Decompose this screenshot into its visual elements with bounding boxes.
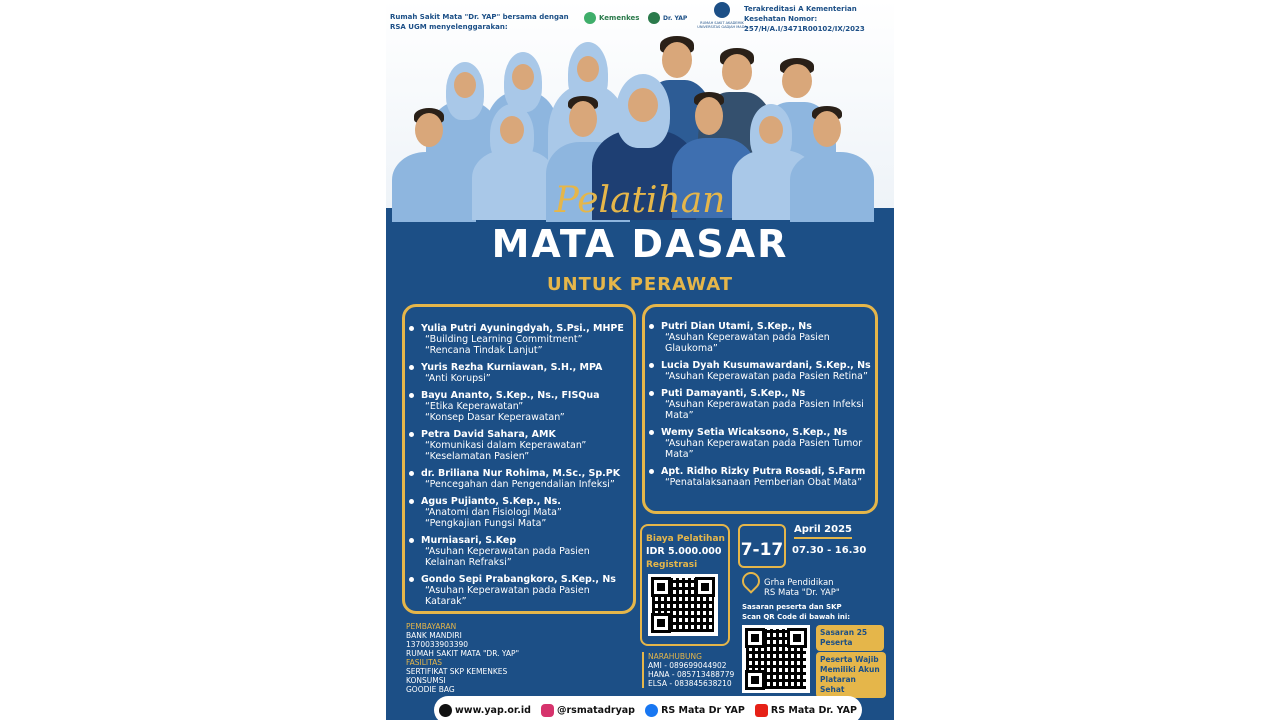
- contact-item: ELSA - 083845638210: [648, 679, 732, 688]
- speaker-topic: “Keselamatan Pasien”: [425, 451, 530, 462]
- payment-section: [406, 622, 626, 658]
- kemenkes-logo: [584, 12, 639, 24]
- speaker-topic: “Penatalaksanaan Pemberian Obat Mata”: [665, 477, 863, 488]
- website-link[interactable]: www.yap.or.id: [439, 704, 531, 717]
- date-month: April 2025: [794, 524, 852, 539]
- fee-value: IDR 5.000.000: [646, 546, 722, 557]
- skp-qr-code[interactable]: [742, 625, 810, 693]
- bullet-icon: [409, 577, 414, 582]
- contacts-label: NARAHUBUNG: [648, 652, 702, 661]
- bullet-icon: [409, 365, 414, 370]
- speakers-left-box: [402, 304, 636, 614]
- speaker-topic: “Anatomi dan Fisiologi Mata”: [425, 507, 562, 518]
- title-sub: UNTUK PERAWAT: [546, 274, 734, 295]
- target-text2: Scan QR Code di bawah ini:: [742, 613, 851, 621]
- registration-qr-code[interactable]: [648, 574, 718, 636]
- kemenkes-label: Kemenkes: [599, 14, 640, 22]
- speaker-item: [405, 496, 629, 529]
- speaker-topic: “Anti Korupsi”: [425, 373, 491, 384]
- speaker-item: [645, 388, 871, 421]
- dryap-logo: [648, 12, 687, 24]
- speaker-topic: “Pencegahan dan Pengendalian Infeksi”: [425, 479, 615, 490]
- speaker-name: Gondo Sepi Prabangkoro, S.Kep., Ns: [421, 574, 616, 585]
- facilities-section: [406, 658, 626, 694]
- date-time: 07.30 - 16.30: [792, 545, 867, 556]
- speaker-topic: “Rencana Tindak Lanjut”: [425, 345, 543, 356]
- title-script: Pelatihan: [554, 180, 726, 221]
- speaker-name: Apt. Ridho Rizky Putra Rosadi, S.Farm: [661, 466, 866, 477]
- facility-item: KONSUMSI: [406, 676, 446, 685]
- social-footer: [434, 696, 862, 720]
- bullet-icon: [649, 430, 654, 435]
- speaker-name: Yulia Putri Ayuningdyah, S.Psi., MHPE: [421, 323, 624, 334]
- payment-account: 1370033903390: [406, 640, 469, 649]
- speaker-topic: “Asuhan Keperawatan pada Pasien Infeksi Mata”: [665, 399, 864, 421]
- dryap-label: Dr. YAP: [663, 14, 688, 22]
- fee-box: [640, 524, 730, 646]
- speaker-item: [645, 466, 871, 488]
- speaker-item: [645, 427, 871, 460]
- bullet-icon: [649, 324, 654, 329]
- bullet-icon: [409, 538, 414, 543]
- speaker-name: Yuris Rezha Kurniawan, S.H., MPA: [421, 362, 603, 373]
- fee-label: Biaya Pelatihan: [646, 534, 725, 544]
- accreditation-text: Terakreditasi A Kementerian Kesehatan Nomor: 257/H/A.I/3471R00102/IX/2023: [744, 5, 865, 33]
- payment-bank: BANK MANDIRI: [406, 631, 462, 640]
- speakers-right-box: [642, 304, 878, 514]
- speaker-name: Bayu Ananto, S.Kep., Ns., FISQua: [421, 390, 600, 401]
- date-days: 7-17: [740, 540, 784, 560]
- target-text1: Sasaran peserta dan SKP: [742, 603, 842, 611]
- speaker-name: dr. Briliana Nur Rohima, M.Sc., Sp.PK: [421, 468, 621, 479]
- venue-line2: RS Mata "Dr. YAP": [764, 588, 840, 598]
- speaker-item: [405, 574, 629, 607]
- speaker-topic: “Asuhan Keperawatan pada Pasien Kelainan Refraksi”: [425, 546, 590, 568]
- contact-item: HANA - 085713488779: [648, 670, 735, 679]
- speaker-topic: “Building Learning Commitment”: [425, 334, 583, 345]
- location-pin-icon: [738, 568, 763, 593]
- speaker-topic: “Asuhan Keperawatan pada Pasien Glaukoma”: [665, 332, 830, 354]
- poster-header-area: [386, 0, 894, 208]
- quota-tag: Sasaran 25 Peserta: [816, 625, 884, 651]
- rsa-ugm-label: RUMAH SAKIT AKADEMIK UNIVERSITAS GADJAH MADA: [697, 21, 747, 29]
- speaker-name: Agus Pujianto, S.Kep., Ns.: [421, 496, 561, 507]
- speaker-name: Wemy Setia Wicaksono, S.Kep., Ns: [661, 427, 848, 438]
- rsa-ugm-logo: [694, 2, 750, 29]
- contacts-section: [642, 652, 748, 688]
- bullet-icon: [409, 432, 414, 437]
- title-main: MATA DASAR: [491, 222, 789, 266]
- bullet-icon: [409, 393, 414, 398]
- youtube-link[interactable]: RS Mata Dr. YAP: [755, 704, 857, 717]
- speakers-left-list: [405, 307, 633, 607]
- facilities-label: FASILITAS: [406, 658, 443, 667]
- speaker-item: [645, 321, 871, 354]
- calendar-icon: [738, 524, 786, 568]
- venue-line1: Grha Pendidikan: [764, 578, 834, 588]
- poster: [386, 0, 894, 720]
- facebook-icon: [645, 704, 658, 717]
- target-text: [742, 602, 850, 622]
- speaker-topic: “Asuhan Keperawatan pada Pasien Katarak”: [425, 585, 590, 607]
- bullet-icon: [649, 391, 654, 396]
- instagram-link[interactable]: @rsmatadryap: [541, 704, 635, 717]
- bullet-icon: [649, 469, 654, 474]
- account-requirement-tag: Peserta Wajib Memiliki Akun Plataran Sehat: [816, 652, 886, 698]
- speaker-item: [405, 535, 629, 568]
- bullet-icon: [409, 471, 414, 476]
- speaker-topic: “Etika Keperawatan”: [425, 401, 524, 412]
- globe-icon: [439, 704, 452, 717]
- speaker-topic: “Asuhan Keperawatan pada Pasien Tumor Mata”: [665, 438, 863, 460]
- speaker-item: [405, 390, 629, 423]
- speaker-item: [405, 468, 629, 490]
- contact-item: AMI - 089699044902: [648, 661, 727, 670]
- speaker-item: [405, 429, 629, 462]
- speaker-topic: “Pengkajian Fungsi Mata”: [425, 518, 547, 529]
- speaker-name: Putri Dian Utami, S.Kep., Ns: [661, 321, 812, 332]
- speaker-topic: “Komunikasi dalam Keperawatan”: [425, 440, 587, 451]
- payment-label: PEMBAYARAN: [406, 622, 457, 631]
- facebook-link[interactable]: RS Mata Dr YAP: [645, 704, 745, 717]
- speaker-name: Murniasari, S.Kep: [421, 535, 517, 546]
- speaker-item: [645, 360, 871, 382]
- registration-label: Registrasi: [646, 560, 698, 570]
- youtube-icon: [755, 704, 768, 717]
- bullet-icon: [649, 363, 654, 368]
- kemenkes-icon: [584, 12, 596, 24]
- speaker-item: [405, 323, 629, 356]
- bullet-icon: [409, 326, 414, 331]
- ugm-seal-icon: [714, 2, 730, 18]
- speaker-topic: “Konsep Dasar Keperawatan”: [425, 412, 565, 423]
- payment-holder: RUMAH SAKIT MATA "DR. YAP": [406, 649, 520, 658]
- speaker-name: Puti Damayanti, S.Kep., Ns: [661, 388, 806, 399]
- speaker-item: [405, 362, 629, 384]
- venue: [764, 578, 840, 598]
- facility-item: GOODIE BAG: [406, 685, 455, 694]
- speaker-name: Petra David Sahara, AMK: [421, 429, 556, 440]
- speaker-topic: “Asuhan Keperawatan pada Pasien Retina”: [665, 371, 868, 382]
- instagram-icon: [541, 704, 554, 717]
- organizer-text: Rumah Sakit Mata "Dr. YAP" bersama dengan RSA UGM menyelenggarakan:: [390, 13, 569, 31]
- bullet-icon: [409, 499, 414, 504]
- dryap-icon: [648, 12, 660, 24]
- speaker-name: Lucia Dyah Kusumawardani, S.Kep., Ns: [661, 360, 871, 371]
- facility-item: SERTIFIKAT SKP KEMENKES: [406, 667, 508, 676]
- speakers-right-list: [645, 307, 875, 488]
